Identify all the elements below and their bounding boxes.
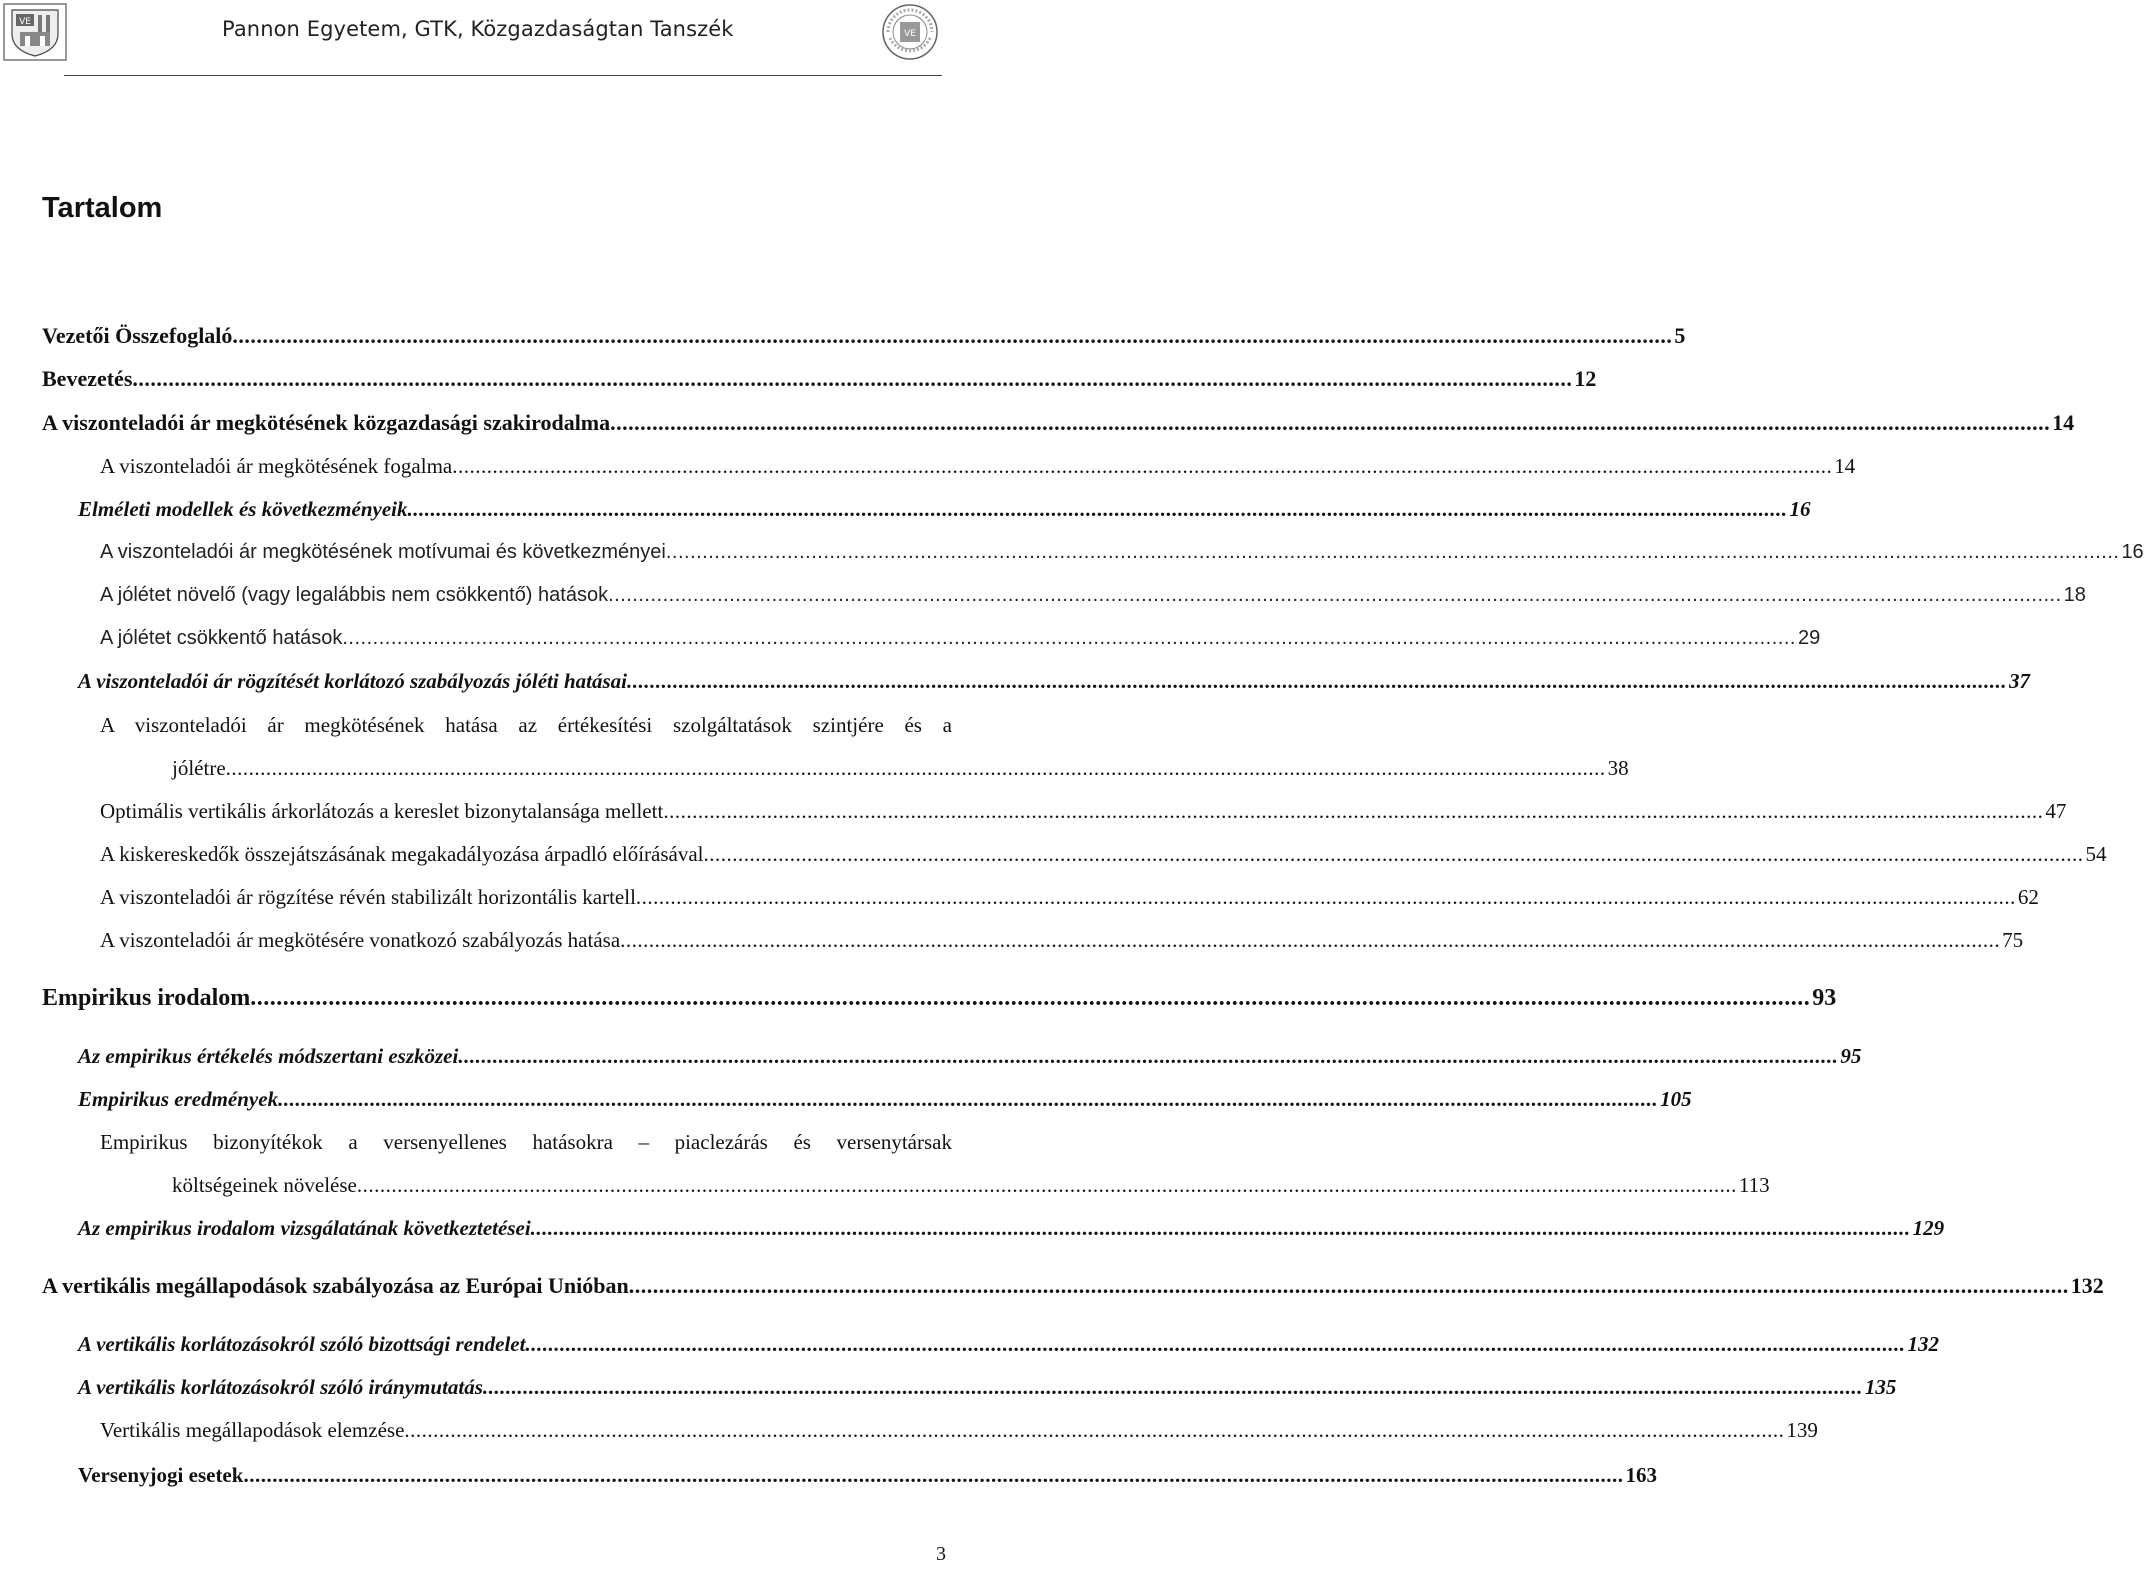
- toc-entry[interactable]: [100, 838, 2107, 870]
- toc-entry-page: 12: [1574, 366, 1597, 391]
- toc-entry-title: Vezetői Összefoglaló: [42, 323, 233, 348]
- dot-leader: [627, 665, 2007, 697]
- toc-entry[interactable]: [100, 622, 1821, 654]
- toc-entry-title: Elméleti modellek és következményeik: [78, 497, 408, 521]
- dot-leader: [629, 1270, 2069, 1302]
- header-divider: [64, 75, 942, 76]
- toc-heading: Tartalom: [42, 192, 163, 224]
- toc-entry[interactable]: [100, 795, 2067, 827]
- toc-entry-title: Bevezetés: [42, 366, 133, 391]
- toc-entry-page: 18: [2063, 584, 2086, 606]
- toc-entry[interactable]: [172, 1169, 1770, 1201]
- dot-leader: [250, 982, 1810, 1014]
- dot-leader: [531, 1212, 1911, 1244]
- toc-entry[interactable]: [78, 1083, 1692, 1115]
- dot-leader: [458, 1040, 1838, 1072]
- toc-entry-title: Empirikus irodalom: [42, 985, 251, 1011]
- toc-entry-title: A viszonteladói ár rögzítése révén stabilizált horizontális kartell: [100, 885, 636, 909]
- dot-leader: [232, 320, 1672, 352]
- dot-leader: [483, 1371, 1863, 1403]
- toc-entry-title: Optimális vertikális árkorlátozás a kereslet bizonytalansága mellett: [100, 799, 664, 823]
- toc-entry[interactable]: [78, 1371, 1897, 1403]
- toc-entry[interactable]: [42, 982, 1837, 1014]
- dot-leader: [357, 1169, 1737, 1201]
- toc-entry[interactable]: [100, 579, 2086, 611]
- toc-entry-title: A viszonteladói ár megkötésének közgazdasági szakirodalma: [42, 410, 611, 435]
- toc-entry-title: Vertikális megállapodások elemzése: [100, 1418, 405, 1442]
- toc-entry-title: A vertikális megállapodások szabályozása az Európai Unióban: [42, 1273, 629, 1298]
- faculty-seal-logo: [880, 2, 940, 62]
- dot-leader: [342, 622, 1796, 654]
- university-crest-logo: [2, 2, 68, 62]
- dot-leader: [226, 752, 1606, 784]
- toc-entry[interactable]: [100, 924, 2024, 956]
- toc-entry-page: 113: [1738, 1173, 1770, 1197]
- dot-leader: [620, 924, 2000, 956]
- dot-leader: [663, 795, 2043, 827]
- toc-entry[interactable]: [78, 1040, 1862, 1072]
- toc-entry-page: 14: [2052, 410, 2075, 435]
- dot-leader: [704, 838, 2084, 870]
- dot-leader: [525, 1328, 1905, 1360]
- svg-text:VE: VE: [19, 17, 31, 27]
- toc-entry[interactable]: [100, 450, 1856, 482]
- toc-entry[interactable]: [42, 1270, 2104, 1302]
- toc-entry-page: 135: [1864, 1375, 1897, 1399]
- header-institution-title: Pannon Egyetem, GTK, Közgazdaságtan Tanszék: [222, 17, 734, 41]
- toc-entry-title: Versenyjogi esetek: [78, 1463, 244, 1487]
- toc-entry[interactable]: [100, 1414, 1818, 1446]
- toc-entry[interactable]: [78, 1328, 1939, 1360]
- toc-entry-page: 37: [2008, 669, 2030, 693]
- dot-leader: [610, 407, 2050, 439]
- toc-entry-title: Az empirikus irodalom vizsgálatának következtetései: [78, 1216, 531, 1240]
- toc-entry-page: 105: [1660, 1087, 1692, 1111]
- toc-entry-continuation: költségeinek növelése: [172, 1173, 357, 1197]
- toc-entry-title: Empirikus eredmények: [78, 1087, 279, 1111]
- toc-entry[interactable]: [100, 536, 2144, 568]
- toc-entry-title: A vertikális korlátozásokról szóló bizottsági rendelet: [78, 1332, 526, 1356]
- toc-entry-page: 5: [1674, 323, 1686, 348]
- dot-leader: [404, 1414, 1784, 1446]
- dot-leader: [408, 493, 1788, 525]
- toc-entry-page: 16: [1789, 497, 1811, 521]
- toc-entry-page: 132: [1907, 1332, 1939, 1356]
- toc-entry[interactable]: [42, 407, 2075, 439]
- toc-entry[interactable]: [42, 363, 1597, 395]
- toc-entry-page: 75: [2002, 928, 2024, 952]
- toc-entry[interactable]: [42, 320, 1686, 352]
- toc-entry-page: 139: [1786, 1418, 1818, 1442]
- toc-entry-page: 129: [1912, 1216, 1945, 1240]
- toc-entry[interactable]: [172, 752, 1629, 784]
- toc-entry-page: 62: [2017, 885, 2039, 909]
- toc-entry-page: 54: [2085, 842, 2107, 866]
- page-header: [0, 0, 960, 78]
- dot-leader: [278, 1083, 1658, 1115]
- toc-entry-title: A jólétet növelő (vagy legalábbis nem csökkentő) hatások: [100, 584, 609, 606]
- toc-entry-title: A viszonteladói ár megkötésének motívumai és következményei: [100, 541, 666, 563]
- toc-entry-page: 47: [2045, 799, 2067, 823]
- toc-entry-title: A vertikális korlátozásokról szóló iránymutatás: [78, 1375, 483, 1399]
- toc-entry-title: A viszonteladói ár rögzítését korlátozó szabályozás jóléti hatásai: [78, 669, 627, 693]
- toc-entry[interactable]: [78, 493, 1811, 525]
- toc-entry-title: A viszonteladói ár megkötésének fogalma: [100, 454, 453, 478]
- dot-leader: [608, 579, 2062, 611]
- toc-entry-page: 16: [2121, 541, 2144, 563]
- toc-entry-wrapped-first-line[interactable]: A viszonteladói ár megkötésének hatása az értékesítési szolgáltatások szintjére és a: [100, 713, 952, 737]
- toc-entry-page: 163: [1625, 1463, 1657, 1487]
- dot-leader: [452, 450, 1832, 482]
- toc-entry[interactable]: [78, 665, 2030, 697]
- toc-entry-wrapped-first-line[interactable]: Empirikus bizonyítékok a versenyellenes hatásokra – piaclezárás és versenytársak: [100, 1130, 952, 1154]
- toc-entry[interactable]: [100, 881, 2039, 913]
- toc-entry-page: 38: [1607, 756, 1629, 780]
- toc-entry-title: A jólétet csökkentő hatások: [100, 627, 343, 649]
- toc-entry-title: A kiskereskedők összejátszásának megakadályozása árpadló előírásával: [100, 842, 704, 866]
- toc-entry[interactable]: [78, 1459, 1657, 1491]
- toc-entry-title: A viszonteladói ár megkötésére vonatkozó szabályozás hatása: [100, 928, 621, 952]
- toc-entry[interactable]: [78, 1212, 1945, 1244]
- dot-leader: [666, 536, 2120, 568]
- dot-leader: [132, 363, 1572, 395]
- toc-entry-page: 132: [2070, 1273, 2104, 1298]
- toc-entry-page: 95: [1840, 1044, 1862, 1068]
- svg-text:VE: VE: [904, 29, 916, 39]
- dot-leader: [636, 881, 2016, 913]
- dot-leader: [243, 1459, 1623, 1491]
- toc-entry-page: 93: [1812, 985, 1837, 1011]
- toc-entry-page: 14: [1834, 454, 1856, 478]
- toc-entry-continuation: jólétre: [172, 756, 226, 780]
- toc-entry-page: 29: [1797, 627, 1821, 649]
- toc-entry-title: Az empirikus értékelés módszertani eszközei: [78, 1044, 459, 1068]
- page-number: 3: [936, 1543, 946, 1565]
